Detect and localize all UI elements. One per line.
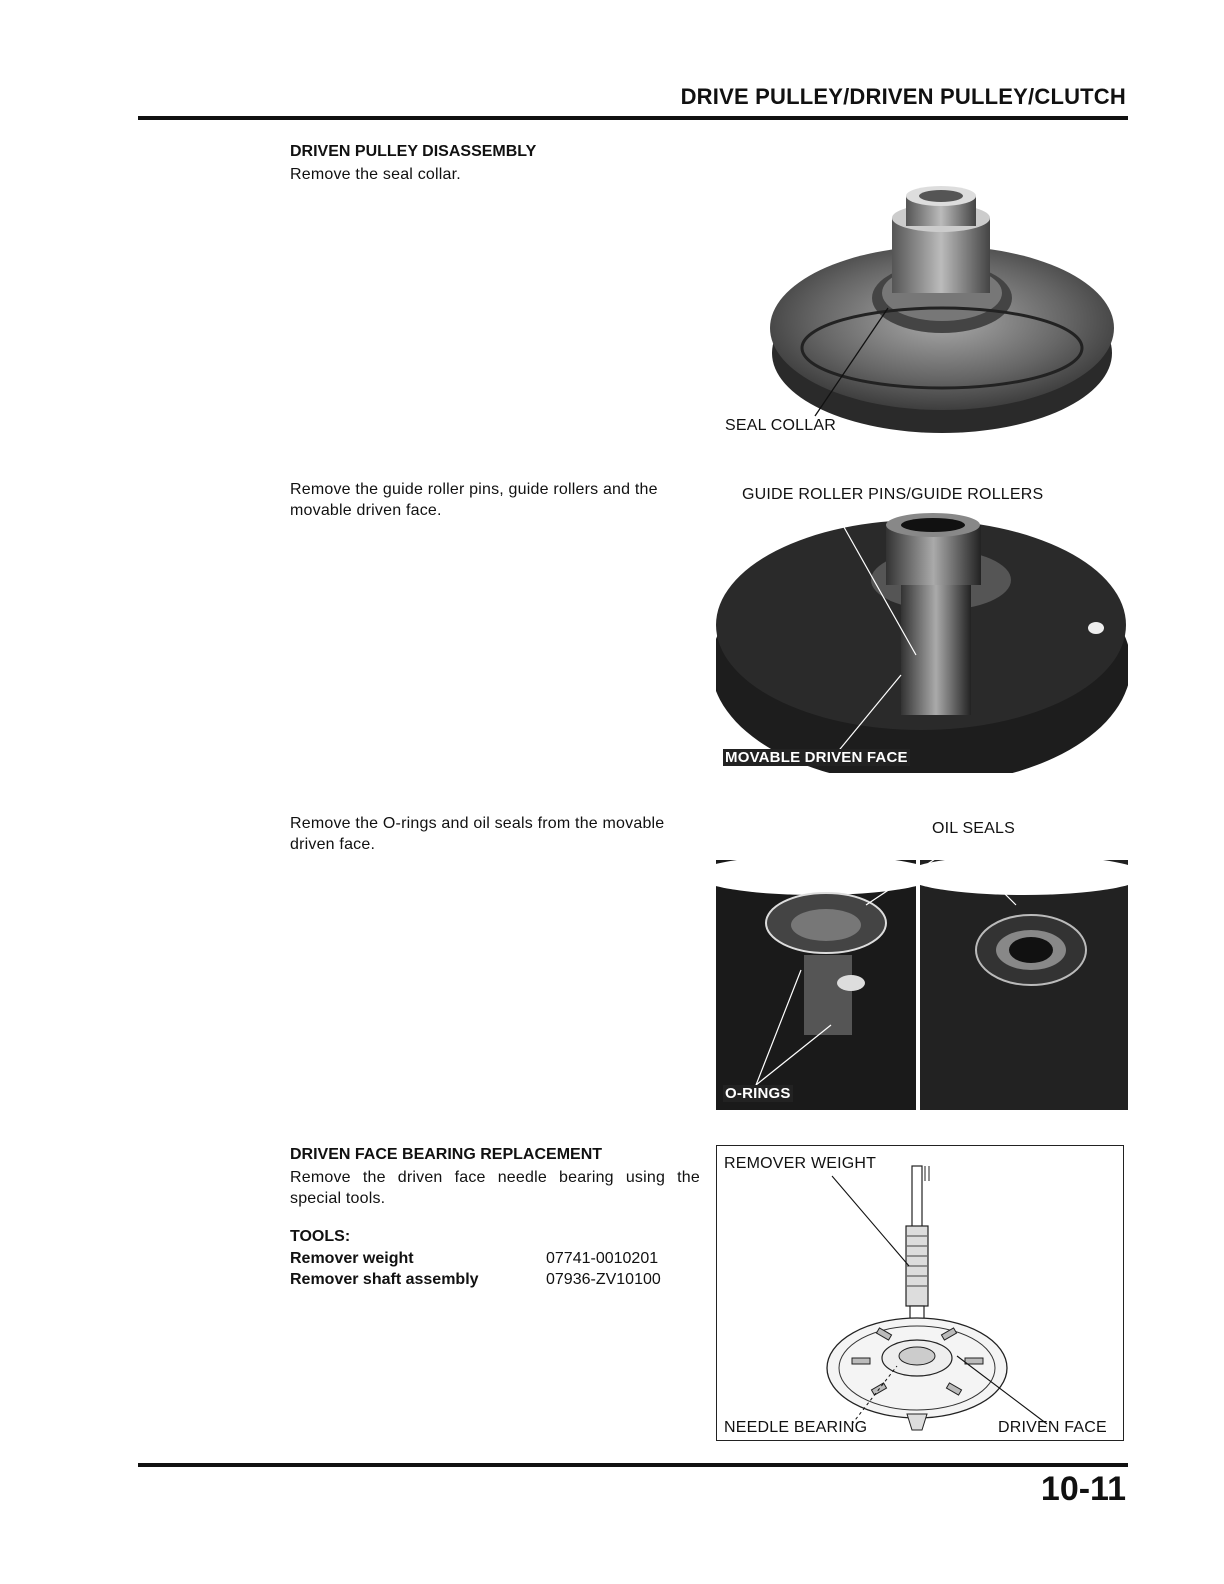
callout-remover-weight: REMOVER WEIGHT [724, 1155, 877, 1172]
figure-seal-collar [720, 178, 1125, 440]
section-heading-disassembly: DRIVEN PULLEY DISASSEMBLY [290, 143, 537, 160]
step-remove-o-rings: Remove the O-rings and oil seals from the movable driven face. [290, 815, 665, 853]
guide-rollers-photo [716, 505, 1128, 773]
section-heading-bearing-replacement: DRIVEN FACE BEARING REPLACEMENT [290, 1146, 603, 1163]
tool-name-remover-shaft: Remover shaft assembly [290, 1271, 479, 1288]
callout-needle-bearing: NEEDLE BEARING [724, 1419, 868, 1436]
callout-seal-collar: SEAL COLLAR [725, 417, 836, 434]
needle-bearing-drawing [717, 1146, 1122, 1439]
callout-movable-driven-face: MOVABLE DRIVEN FACE [725, 749, 908, 766]
tools-label: TOOLS: [290, 1228, 351, 1245]
step-remove-needle-bearing: Remove the driven face needle bearing using the special tools. [290, 1169, 700, 1207]
figure-o-rings-oil-seals [716, 845, 1128, 1110]
tool-code-remover-weight: 07741-0010201 [546, 1250, 659, 1267]
callout-driven-face: DRIVEN FACE [998, 1419, 1107, 1436]
o-rings-oil-seals-photo [716, 845, 1128, 1110]
tool-code-remover-shaft: 07936-ZV10100 [546, 1271, 661, 1288]
callout-oil-seals: OIL SEALS [932, 820, 1016, 837]
seal-collar-photo [720, 178, 1125, 440]
callout-guide-roller-pins: GUIDE ROLLER PINS/GUIDE ROLLERS [742, 486, 1044, 503]
footer-rule [138, 1463, 1128, 1467]
step-remove-guide-rollers: Remove the guide roller pins, guide rollers and the movable driven face. [290, 481, 658, 519]
figure-guide-rollers [716, 505, 1128, 773]
step-remove-seal-collar: Remove the seal collar. [290, 166, 461, 183]
tool-name-remover-weight: Remover weight [290, 1250, 414, 1267]
header-rule [138, 116, 1128, 120]
figure-needle-bearing-removal [716, 1145, 1124, 1441]
page-header-title: DRIVE PULLEY/DRIVEN PULLEY/CLUTCH [680, 84, 1126, 109]
page-number: 10-11 [1040, 1470, 1126, 1508]
callout-o-rings: O-RINGS [725, 1085, 791, 1102]
